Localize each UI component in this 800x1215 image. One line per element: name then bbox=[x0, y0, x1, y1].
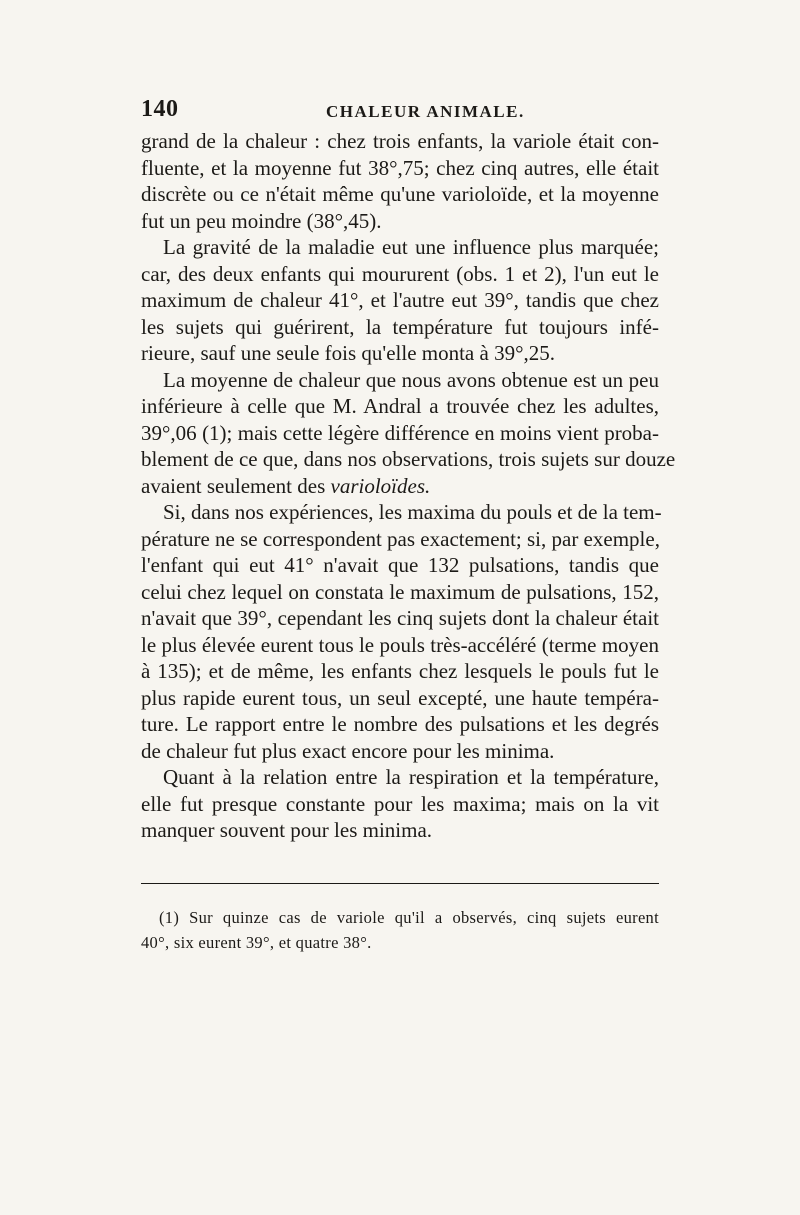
text-line bbox=[141, 473, 659, 500]
text-line: car, des deux enfants qui moururent (obs. 1 et 2), l'un eut le bbox=[141, 261, 659, 286]
text-line: maximum de chaleur 41°, et l'autre eut 39°, tandis que chez bbox=[141, 288, 659, 312]
footnote-line: (1) Sur quinze cas de variole qu'il a observés, cinq sujets eurent bbox=[159, 908, 659, 927]
text-line: rieure, sauf une seule fois qu'elle monta à 39°,25. bbox=[141, 341, 555, 365]
running-title: CHALEUR ANIMALE. bbox=[326, 102, 525, 121]
text-line: 39°,06 (1); mais cette légère différence en moins vient proba- bbox=[141, 420, 659, 445]
text-line: discrète ou ce n'était même qu'une varioloïde, et la moyenne bbox=[141, 182, 659, 206]
text-line: Si, dans nos expériences, les maxima du pouls et de la tem- bbox=[163, 500, 662, 524]
text-line: l'enfant qui eut 41° n'avait que 132 pulsations, tandis que bbox=[141, 553, 659, 577]
text-line: ture. Le rapport entre le nombre des pulsations et les degrés bbox=[141, 712, 659, 736]
text-line: Quant à la relation entre la respiration et la température, bbox=[163, 765, 659, 789]
page-number: 140 bbox=[141, 96, 179, 122]
text-line: à 135); et de même, les enfants chez lesquels le pouls fut le bbox=[141, 659, 659, 683]
page-header bbox=[141, 96, 659, 128]
footnote-line: 40°, six eurent 39°, et quatre 38°. bbox=[141, 933, 372, 952]
text-line: fut un peu moindre (38°,45). bbox=[141, 208, 382, 233]
text-line: La moyenne de chaleur que nous avons obtenue est un peu bbox=[163, 367, 659, 392]
footnote-divider bbox=[141, 883, 659, 884]
text-line: grand de la chaleur : chez trois enfants, la variole était con- bbox=[141, 129, 659, 153]
paragraph-5 bbox=[141, 764, 659, 844]
paragraph-4 bbox=[141, 499, 662, 764]
text-line: le plus élevée eurent tous le pouls très-accéléré (terme moyen bbox=[141, 632, 659, 657]
text-line: manquer souvent pour les minima. bbox=[141, 818, 433, 842]
italic-term: varioloïdes. bbox=[330, 473, 431, 498]
text-line: de chaleur fut plus exact encore pour les minima. bbox=[141, 738, 555, 763]
text-line: elle fut presque constante pour les maxima; mais on la vit bbox=[141, 791, 659, 816]
text-line: n'avait que 39°, cependant les cinq sujets dont la chaleur était bbox=[141, 606, 659, 630]
text-line-start: avaient seulement des bbox=[141, 473, 326, 498]
text-line: inférieure à celle que M. Andral a trouvée chez les adultes, bbox=[141, 394, 659, 418]
paragraph-2 bbox=[141, 234, 659, 367]
text-line: La gravité de la maladie eut une influence plus marquée; bbox=[163, 235, 659, 259]
footnote bbox=[141, 905, 659, 955]
body-text bbox=[141, 128, 676, 844]
text-line: les sujets qui guérirent, la température fut toujours infé- bbox=[141, 314, 659, 339]
text-line: fluente, et la moyenne fut 38°,75; chez cinq autres, elle était bbox=[141, 155, 659, 180]
text-line: pérature ne se correspondent pas exactement; si, par exemple, bbox=[141, 526, 660, 551]
paragraph-3 bbox=[141, 367, 676, 500]
text-line: plus rapide eurent tous, un seul excepté, une haute tempéra- bbox=[141, 685, 659, 710]
text-line: blement de ce que, dans nos observations, trois sujets sur douze bbox=[141, 447, 676, 471]
text-line: celui chez lequel on constata le maximum de pulsations, 152, bbox=[141, 579, 659, 604]
paragraph-1 bbox=[141, 128, 659, 234]
